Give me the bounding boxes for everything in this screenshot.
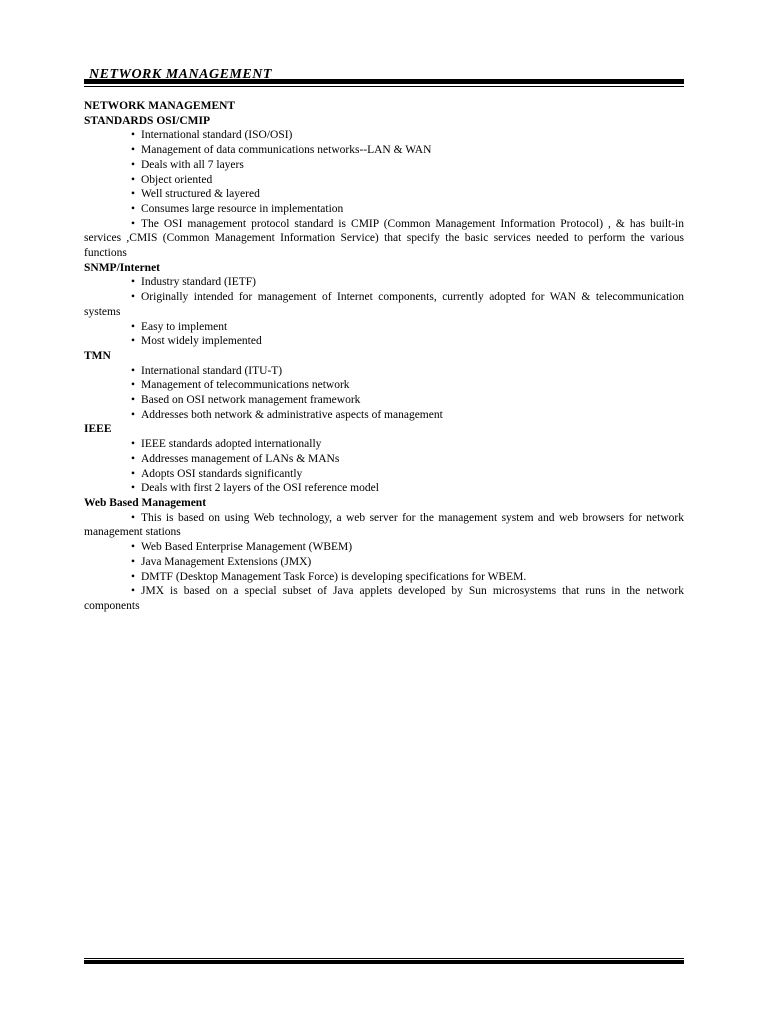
header-rule	[84, 79, 684, 84]
bullet-icon: •	[131, 511, 136, 524]
bullet-icon: •	[131, 452, 136, 465]
list-item: • Based on OSI network management framework	[131, 394, 361, 407]
list-item: • Originally intended for management of Internet components, currently adopted for WAN & telecommunication systems	[84, 291, 684, 318]
section-heading-web-based: Web Based Management	[84, 496, 207, 509]
bullet-icon: •	[131, 188, 136, 201]
list-item: • This is based on using Web technology, a web server for the management system and web browsers for network management stations	[84, 511, 684, 539]
list-item: • Deals with first 2 layers of the OSI reference model	[131, 482, 379, 495]
bullet-icon: •	[131, 129, 136, 142]
list-item: • Deals with all 7 layers	[131, 158, 244, 171]
list-item: • Java Management Extensions (JMX)	[131, 555, 312, 568]
list-item: • Easy to implement	[131, 320, 228, 333]
list-item: • Management of telecommunications network	[131, 379, 350, 392]
list-item: • Addresses both network & administrative aspects of management	[131, 408, 443, 421]
bullet-icon: •	[131, 570, 136, 583]
document-body	[84, 99, 684, 614]
bullet-icon: •	[131, 173, 136, 186]
list-item: • Adopts OSI standards significantly	[131, 467, 303, 480]
document-title: NETWORK MANAGEMENT	[84, 100, 236, 112]
list-item: • International standard (ISO/OSI)	[131, 129, 293, 142]
list-item: • International standard (ITU-T)	[131, 364, 283, 377]
bullet-icon: •	[131, 335, 136, 348]
header-rule-thin	[84, 86, 684, 87]
section-heading-tmn: TMN	[84, 349, 111, 362]
bullet-icon: •	[131, 408, 136, 421]
list-item: • Well structured & layered	[131, 188, 260, 201]
bullet-icon: •	[131, 320, 136, 333]
bullet-icon: •	[131, 541, 136, 554]
bullet-icon: •	[131, 438, 136, 451]
bullet-icon: •	[131, 555, 136, 568]
page-header-title: NETWORK MANAGEMENT	[89, 67, 272, 78]
footer-rule	[84, 960, 684, 964]
list-item: • Industry standard (IETF)	[131, 276, 256, 289]
list-item: • Consumes large resource in implementation	[131, 202, 344, 215]
list-item: • JMX is based on a special subset of Java applets developed by Sun microsystems that runs in the network components	[84, 585, 684, 612]
bullet-icon: •	[131, 144, 136, 157]
footer-rule-thin	[84, 958, 684, 959]
bullet-icon: •	[131, 394, 136, 407]
section-heading-snmp: SNMP/Internet	[84, 261, 161, 274]
list-item: • The OSI management protocol standard is CMIP (Common Management Information Protocol) , & has built-in services ,CMIS (Common Management Information Service) that specify the basic services needed to perform the various functions	[84, 217, 684, 260]
bullet-icon: •	[131, 364, 136, 377]
list-item: • Web Based Enterprise Management (WBEM)	[131, 541, 353, 554]
list-item: • Management of data communications networks--LAN & WAN	[131, 144, 432, 157]
section-heading-ieee: IEEE	[84, 423, 112, 436]
bullet-icon: •	[131, 585, 136, 598]
bullet-icon: •	[131, 467, 136, 480]
bullet-icon: •	[131, 217, 136, 230]
list-item: • Most widely implemented	[131, 335, 262, 348]
bullet-icon: •	[131, 276, 136, 289]
bullet-icon: •	[131, 379, 136, 392]
list-item: • DMTF (Desktop Management Task Force) is developing specifications for WBEM.	[131, 570, 527, 583]
bullet-icon: •	[131, 482, 136, 495]
section-heading-osi-cmip: STANDARDS OSI/CMIP	[84, 114, 210, 127]
list-item: • Addresses management of LANs & MANs	[131, 452, 340, 465]
bullet-icon: •	[131, 291, 136, 304]
bullet-icon: •	[131, 202, 136, 215]
list-item: • IEEE standards adopted internationally	[131, 438, 322, 451]
bullet-icon: •	[131, 158, 136, 171]
list-item: • Object oriented	[131, 173, 213, 186]
